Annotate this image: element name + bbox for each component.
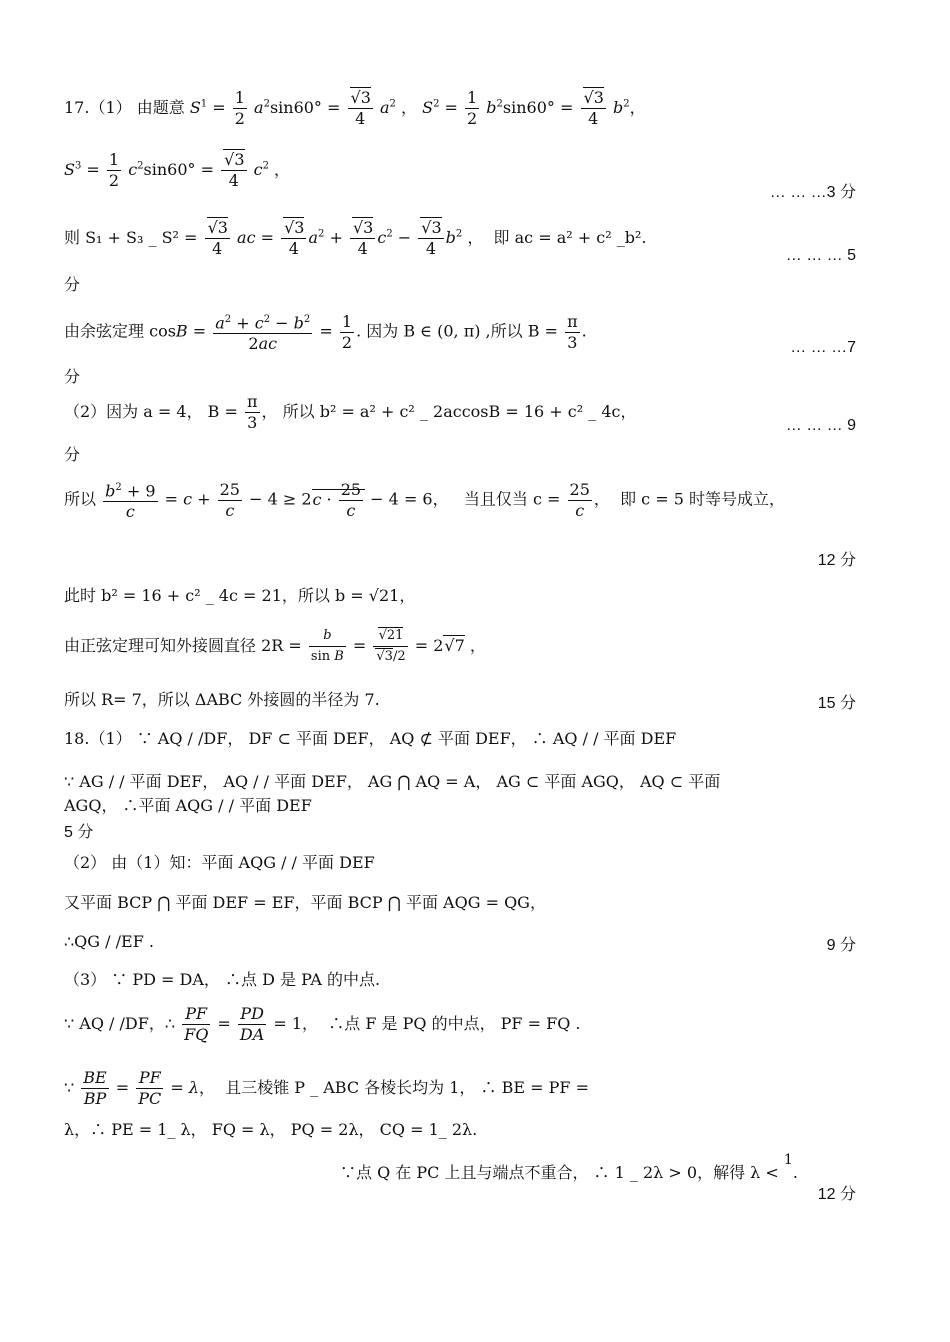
fraction: $\frac{1}{2}$: [467, 88, 478, 128]
score-5b: 5 分: [64, 824, 94, 841]
fraction: $\frac{√3}{4}$: [348, 88, 373, 129]
because-text: 因为 B ∈ (0, π) ,所以 B =: [366, 321, 558, 341]
fraction: $\frac{√3}{4}$: [350, 218, 375, 259]
q18-part2-line-2: 又平面 BCP ⋂ 平面 DEF = EF，平面 BCP ⋂ 平面 AQG = QG，: [64, 893, 546, 912]
q18-part2-line-3: ∴QG / /EF .: [64, 932, 154, 951]
comma: ，: [629, 98, 646, 117]
q18-part3-line-4: λ，∴ PE = 1_ λ， FQ = λ， PQ = 2λ， CQ = 1_ 2λ.: [64, 1120, 478, 1139]
p2-equality: 即 c = 5 时等号成立，: [620, 489, 785, 509]
score-12a: 12 分: [817, 552, 856, 569]
score-7-unit: 分: [64, 369, 81, 386]
q18-part2-line-1: （2） 由（1）知：平面 AQG / / 平面 DEF: [64, 853, 375, 872]
score-9: … … … 9: [785, 417, 856, 434]
q18-part3-line-5: ∵点 Q 在 PC 上且与端点不重合， ∴ 1 _ 2λ > 0，解得 λ < 1.: [340, 1152, 798, 1182]
fraction: $\frac{1}{2}$: [341, 311, 353, 352]
q17-sum-text: 则 S₁ + S₃ _ S² =: [64, 228, 198, 247]
fraction: $\frac{PF}{FQ}$: [184, 1004, 209, 1044]
q17-part2-line-4: 由正弦定理可知外接圆直径 2R = $\frac{b}{\text{sin B}}$ = $\frac{√21}{√3/2}$ = 2√7 ，: [64, 626, 486, 667]
fraction: $\frac{\pi}{3}$: [247, 392, 258, 432]
fraction: $\frac{√21}{√3/2}$: [373, 626, 407, 667]
p2-suoyi: 所以: [64, 489, 97, 509]
fraction: $\frac{√3}{4}$: [221, 150, 246, 191]
q17-part2-line-2: 所以 $\frac{b^2 + 9}{c}$ = c + $\frac{25}{c}$ − 4 ≥ 2c · $\frac{25}{c}$ − 4 = 6， 当且仅当 c = $\frac{25}{c}$ ， 即 c = 5 时等号成立，: [64, 479, 785, 522]
p2-when: 当且仅当 c =: [463, 489, 561, 509]
score-3: … … …3 分: [769, 184, 856, 201]
p3-half-numerator: 1: [783, 1152, 793, 1168]
p3-midpoint: ∴点 F 是 PQ 的中点， PF = FQ .: [328, 1014, 581, 1033]
q18-line-1: 18.（1） ∵ AQ / /DF， DF ⊂ 平面 DEF， AQ ⊄ 平面 DEF， ∴ AQ / / 平面 DEF: [64, 729, 677, 748]
q17-intro: 17.（1） 由题意: [64, 98, 185, 117]
q18-line-3: AGQ， ∴平面 AQG / / 平面 DEF: [64, 796, 312, 815]
p2-sine-law: 由正弦定理可知外接圆直径 2R: [64, 636, 284, 655]
q17-line-1: 17.（1） 由题意 $S^1$ = $\frac{1}{2}$ $a^2\sin 60^\circ$ = $\frac{√3}{4}$ $a^2$ ， $S^2$ = $\frac{1}{2}$ $b^2\sin 60^\circ$ = $\frac{√3}{4}$ $b^2$，: [64, 88, 646, 128]
score-5: … … … 5: [785, 247, 856, 264]
fraction: $\frac{PF}{PC}$: [138, 1068, 162, 1108]
fraction: $\frac{BE}{BP}$: [83, 1068, 107, 1108]
fraction: $\frac{\pi}{3}$: [567, 311, 578, 352]
q18-line-2: ∵ AG / / 平面 DEF， AQ / / 平面 DEF， AG ⋂ AQ = A， AG ⊂ 平面 AGQ， AQ ⊂ 平面: [64, 772, 721, 791]
p3-tetrahedron: 且三棱锥 P _ ABC 各棱长均为 1， ∴ BE = PF =: [225, 1078, 589, 1097]
fraction: $\frac{√3}{4}$: [581, 88, 606, 129]
sqrt-expression: c · $\frac{25}{c}$: [312, 489, 366, 509]
score-7: … … …7: [790, 339, 856, 356]
q17-line-3: 则 S₁ + S₃ _ S² = $\frac{√3}{4}$ ac = $\frac{√3}{4}$ $a^2$ + $\frac{√3}{4}$ $c^2$ − $\frac{√3}{4}$ $b^2$ ， 即 ac = a² + c² _b².: [64, 218, 647, 258]
cosine-law-text: 由余弦定理: [64, 321, 145, 341]
q17-part2-line-5: 所以 R= 7，所以 ΔABC 外接圆的半径为 7.: [64, 690, 380, 709]
p3-parallel: ∵ AQ / /DF，∴: [64, 1014, 176, 1033]
score-9-unit: 分: [64, 447, 81, 464]
q17-part2-line-1: （2）因为 a = 4， B = $\frac{\pi}{3}$ ， 所以 b² = a² + c² _ 2accosB = 16 + c² _ 4c，: [64, 392, 637, 432]
fraction: $\frac{b}{\text{sin B}}$: [310, 628, 344, 664]
q18-part3-line-2: ∵ AQ / /DF，∴ $\frac{PF}{FQ}$ = $\frac{PD}{DA}$ = 1， ∴点 F 是 PQ 的中点， PF = FQ .: [64, 1004, 581, 1044]
fraction: $\frac{√3}{4}$: [418, 218, 443, 259]
fraction: $\frac{1}{2}$: [108, 150, 120, 190]
p2-given: （2）因为 a = 4， B =: [64, 402, 238, 421]
fraction: $\frac{25}{c}$: [219, 479, 240, 520]
fraction: $\frac{√3}{4}$: [281, 218, 306, 259]
q18-part3-line-3: ∵ $\frac{BE}{BP}$ = $\frac{PF}{PC}$ = λ， 且三棱锥 P _ ABC 各棱长均为 1， ∴ BE = PF =: [64, 1068, 589, 1108]
fraction: $\frac{25}{c}$: [569, 479, 590, 520]
score-12b: 12 分: [817, 1186, 856, 1203]
p3-range: ∵点 Q 在 PC 上且与端点不重合， ∴ 1 _ 2λ > 0，解得 λ <: [340, 1163, 779, 1182]
score-5-unit: 分: [64, 277, 81, 294]
score-9b: 9 分: [826, 937, 856, 954]
q17-result: 即 ac = a² + c² _b².: [493, 228, 647, 247]
fraction: $\frac{√3}{4}$: [205, 218, 230, 259]
q17-line-4: 由余弦定理 cosB = $\frac{a^2 + c^2 - b^2}{2ac}$ = $\frac{1}{2}$ . 因为 B ∈ (0, π) ,所以 B = $\frac{\pi}{3}$ .: [64, 311, 587, 354]
q17-line-2: $S^3$ = $\frac{1}{2}$ $c^2\sin 60^\circ$ = $\frac{√3}{4}$ $c^2$ ，: [64, 150, 291, 190]
q18-part3-line-1: （3） ∵ PD = DA， ∴点 D 是 PA 的中点.: [64, 970, 381, 989]
fraction: $\frac{PD}{DA}$: [239, 1004, 265, 1044]
fraction: $\frac{25}{c}$: [340, 479, 362, 520]
p2-rest: 所以 b² = a² + c² _ 2accosB = 16 + c² _ 4c，: [282, 402, 637, 421]
fraction: $\frac{b^2 + 9}{c}$: [103, 478, 157, 522]
q17-part2-line-3: 此时 b² = 16 + c² _ 4c = 21，所以 b = √21，: [64, 586, 416, 605]
fraction: $\frac{1}{2}$: [234, 88, 245, 128]
score-15: 15 分: [817, 695, 856, 712]
fraction: $\frac{a^2 + c^2 - b^2}{2ac}$: [213, 310, 312, 354]
